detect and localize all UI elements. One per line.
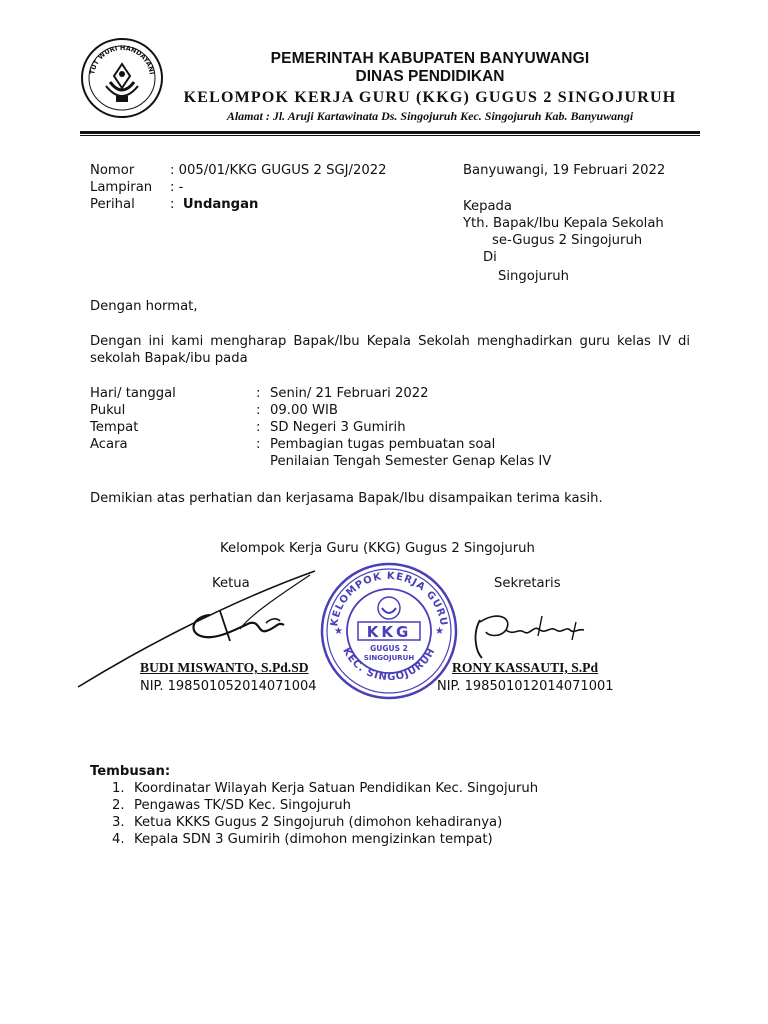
acara-value-2: Penilaian Tengah Semester Genap Kelas IV <box>270 454 552 469</box>
intro-paragraph: Dengan ini kami mengharap Bapak/Ibu Kepala Sekolah menghadirkan guru kelas IV di sekolah Bapak/ibu pada <box>90 334 690 366</box>
greeting: Dengan hormat, <box>90 299 198 314</box>
perihal-value: Undangan <box>182 197 259 212</box>
ketua-name: BUDI MISWANTO, S.Pd.SD <box>140 660 309 675</box>
tempat-label: Tempat <box>90 420 139 435</box>
perihal-colon: : <box>170 197 175 212</box>
list-number: 1. <box>112 781 125 796</box>
recipient-group: se-Gugus 2 Singojuruh <box>492 233 643 248</box>
kepada: Kepada <box>463 199 513 214</box>
list-text: Pengawas TK/SD Kec. Singojuruh <box>134 798 351 813</box>
lampiran-label: Lampiran <box>90 180 153 195</box>
pukul-value: 09.00 WIB <box>270 403 338 418</box>
nomor-label: Nomor <box>90 163 135 178</box>
sekretaris-name: RONY KASSAUTI, S.Pd <box>452 660 599 675</box>
nomor-value: : 005/01/KKG GUGUS 2 SGJ/2022 <box>170 163 387 178</box>
address: Alamat : Jl. Aruji Kartawinata Ds. Singojuruh Kec. Singojuruh Kab. Banyuwangi <box>226 109 634 123</box>
recipient-title: Yth. Bapak/Ibu Kepala Sekolah <box>463 216 664 231</box>
recipient-di: Di <box>483 250 497 265</box>
hari-value: Senin/ 21 Februari 2022 <box>270 386 429 401</box>
acara-label: Acara <box>90 437 128 452</box>
svg-text:TUT WURI HANDAYANI: TUT WURI HANDAYANI <box>88 43 156 76</box>
colon: : <box>256 437 261 452</box>
letterhead-rule-thick <box>80 131 700 134</box>
government-name: PEMERINTAH KABUPATEN BANYUWANGI <box>270 50 590 67</box>
lampiran-value: : - <box>170 180 184 195</box>
signature-organization: Kelompok Kerja Guru (KKG) Gugus 2 Singojuruh <box>220 541 535 556</box>
list-text: Kepala SDN 3 Gumirih (dimohon mengizinkan tempat) <box>134 832 493 847</box>
letterhead <box>170 50 690 124</box>
list-number: 4. <box>112 832 125 847</box>
list-number: 3. <box>112 815 125 830</box>
svg-text:KKG: KKG <box>366 623 412 641</box>
list-text: Koordinatar Wilayah Kerja Satuan Pendidikan Kec. Singojuruh <box>134 781 539 796</box>
recipient-place: Singojuruh <box>498 269 569 284</box>
tembusan-heading: Tembusan: <box>90 764 171 779</box>
colon: : <box>256 420 261 435</box>
perihal-label: Perihal <box>90 197 135 212</box>
ketua-title: Ketua <box>212 576 250 591</box>
list-number: 2. <box>112 798 125 813</box>
svg-text:★: ★ <box>334 626 343 637</box>
acara-value-1: Pembagian tugas pembuatan soal <box>270 437 496 452</box>
colon: : <box>256 403 261 418</box>
hari-label: Hari/ tanggal <box>90 386 176 401</box>
letterhead-rule-thin <box>80 135 700 136</box>
sekretaris-nip: NIP. 198501012014071001 <box>437 679 614 694</box>
tempat-value: SD Negeri 3 Gumirih <box>270 420 406 435</box>
list-text: Ketua KKKS Gugus 2 Singojuruh (dimohon kehadiranya) <box>134 815 503 830</box>
pukul-label: Pukul <box>90 403 126 418</box>
svg-text:KELOMPOK KERJA GURU: KELOMPOK KERJA GURU <box>329 570 449 628</box>
svg-text:GUGUS 2: GUGUS 2 <box>370 644 408 653</box>
colon: : <box>256 386 261 401</box>
organization-name: KELOMPOK KERJA GURU (KKG) GUGUS 2 SINGOJURUH <box>183 89 677 106</box>
letter-date: Banyuwangi, 19 Februari 2022 <box>463 163 666 178</box>
svg-text:SINGOJURUH: SINGOJURUH <box>363 654 415 662</box>
ketua-nip: NIP. 198501052014071004 <box>140 679 317 694</box>
svg-text:★: ★ <box>435 626 444 637</box>
closing: Demikian atas perhatian dan kerjasama Bapak/Ibu disampaikan terima kasih. <box>90 491 603 506</box>
sekretaris-title: Sekretaris <box>494 576 561 591</box>
svg-text:KEC. SINGOJURUH: KEC. SINGOJURUH <box>340 646 438 684</box>
department-name: DINAS PENDIDIKAN <box>355 68 505 85</box>
tut-wuri-handayani-logo-icon <box>80 36 164 120</box>
